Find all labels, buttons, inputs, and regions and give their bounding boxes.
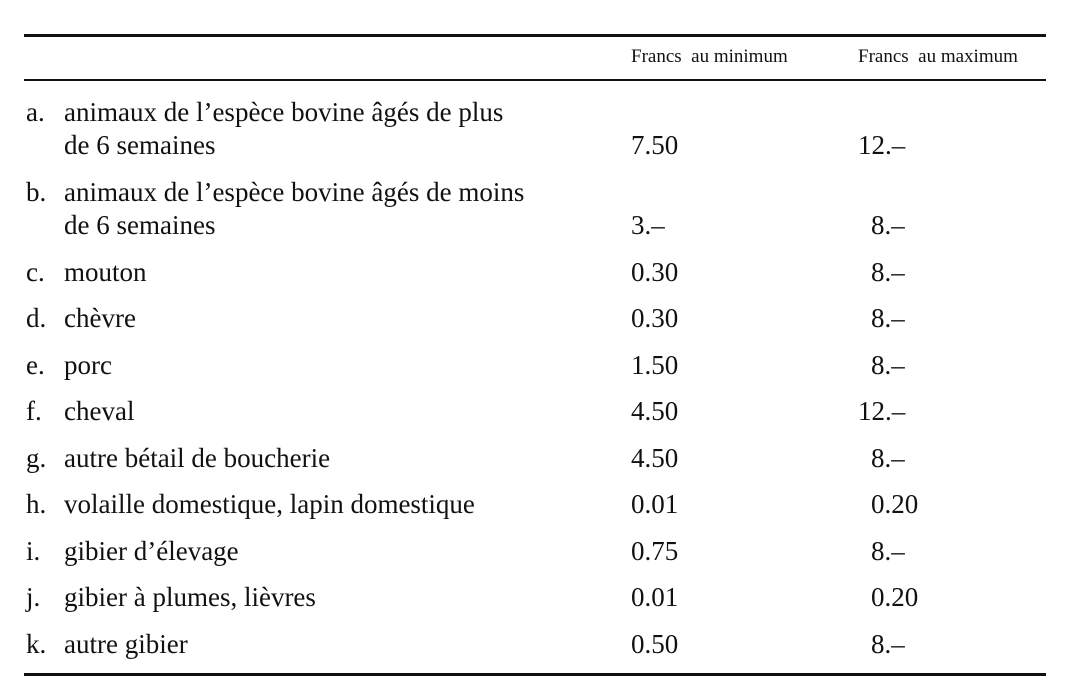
column-header-maximum: Francs au maximum [858, 46, 1018, 67]
row-label: autre bétail de boucherie [64, 443, 331, 473]
row-label: chèvre [64, 303, 136, 333]
row-letter: e. [26, 350, 45, 380]
minimum-value: 0.30 [631, 257, 679, 287]
minimum-value: 0.01 [631, 489, 679, 519]
minimum-value: 4.50 [631, 443, 679, 473]
column-header-minimum: Francs au minimum [631, 46, 788, 67]
maximum-value: 8.– [871, 629, 905, 659]
maximum-value: 0.20 [871, 582, 919, 612]
row-label: mouton [64, 257, 147, 287]
maximum-value: 0.20 [871, 489, 919, 519]
row-label: animaux de l’espèce bovine âgés de plus de 6 semaines [64, 97, 504, 160]
minimum-value: 0.75 [631, 536, 679, 566]
maximum-value: 8.– [871, 210, 905, 240]
minimum-value: 4.50 [631, 396, 679, 426]
row-letter: f. [26, 396, 42, 426]
maximum-value: 12.– [858, 130, 906, 160]
row-label: gibier d’élevage [64, 536, 239, 566]
row-letter: i. [26, 536, 41, 566]
row-letter: j. [26, 582, 41, 612]
row-letter: a. [26, 97, 45, 127]
row-label: autre gibier [64, 629, 188, 659]
header-rule [24, 79, 1046, 81]
row-label: animaux de l’espèce bovine âgés de moins de 6 semaines [64, 177, 525, 240]
row-label: porc [64, 350, 112, 380]
maximum-value: 8.– [871, 443, 905, 473]
row-label: volaille domestique, lapin domestique [64, 489, 475, 519]
maximum-value: 8.– [871, 350, 905, 380]
maximum-value: 8.– [871, 303, 905, 333]
maximum-value: 8.– [871, 536, 905, 566]
maximum-value: 8.– [871, 257, 905, 287]
row-label: gibier à plumes, lièvres [64, 582, 316, 612]
row-label: cheval [64, 396, 135, 426]
top-rule [24, 34, 1046, 37]
bottom-rule [24, 673, 1046, 676]
row-letter: g. [26, 443, 47, 473]
maximum-value: 12.– [858, 396, 906, 426]
minimum-value: 7.50 [631, 130, 679, 160]
row-letter: k. [26, 629, 47, 659]
row-letter: h. [26, 489, 47, 519]
row-letter: b. [26, 177, 47, 207]
minimum-value: 0.50 [631, 629, 679, 659]
row-letter: c. [26, 257, 45, 287]
minimum-value: 1.50 [631, 350, 679, 380]
minimum-value: 0.01 [631, 582, 679, 612]
row-letter: d. [26, 303, 47, 333]
minimum-value: 3.– [631, 210, 665, 240]
minimum-value: 0.30 [631, 303, 679, 333]
